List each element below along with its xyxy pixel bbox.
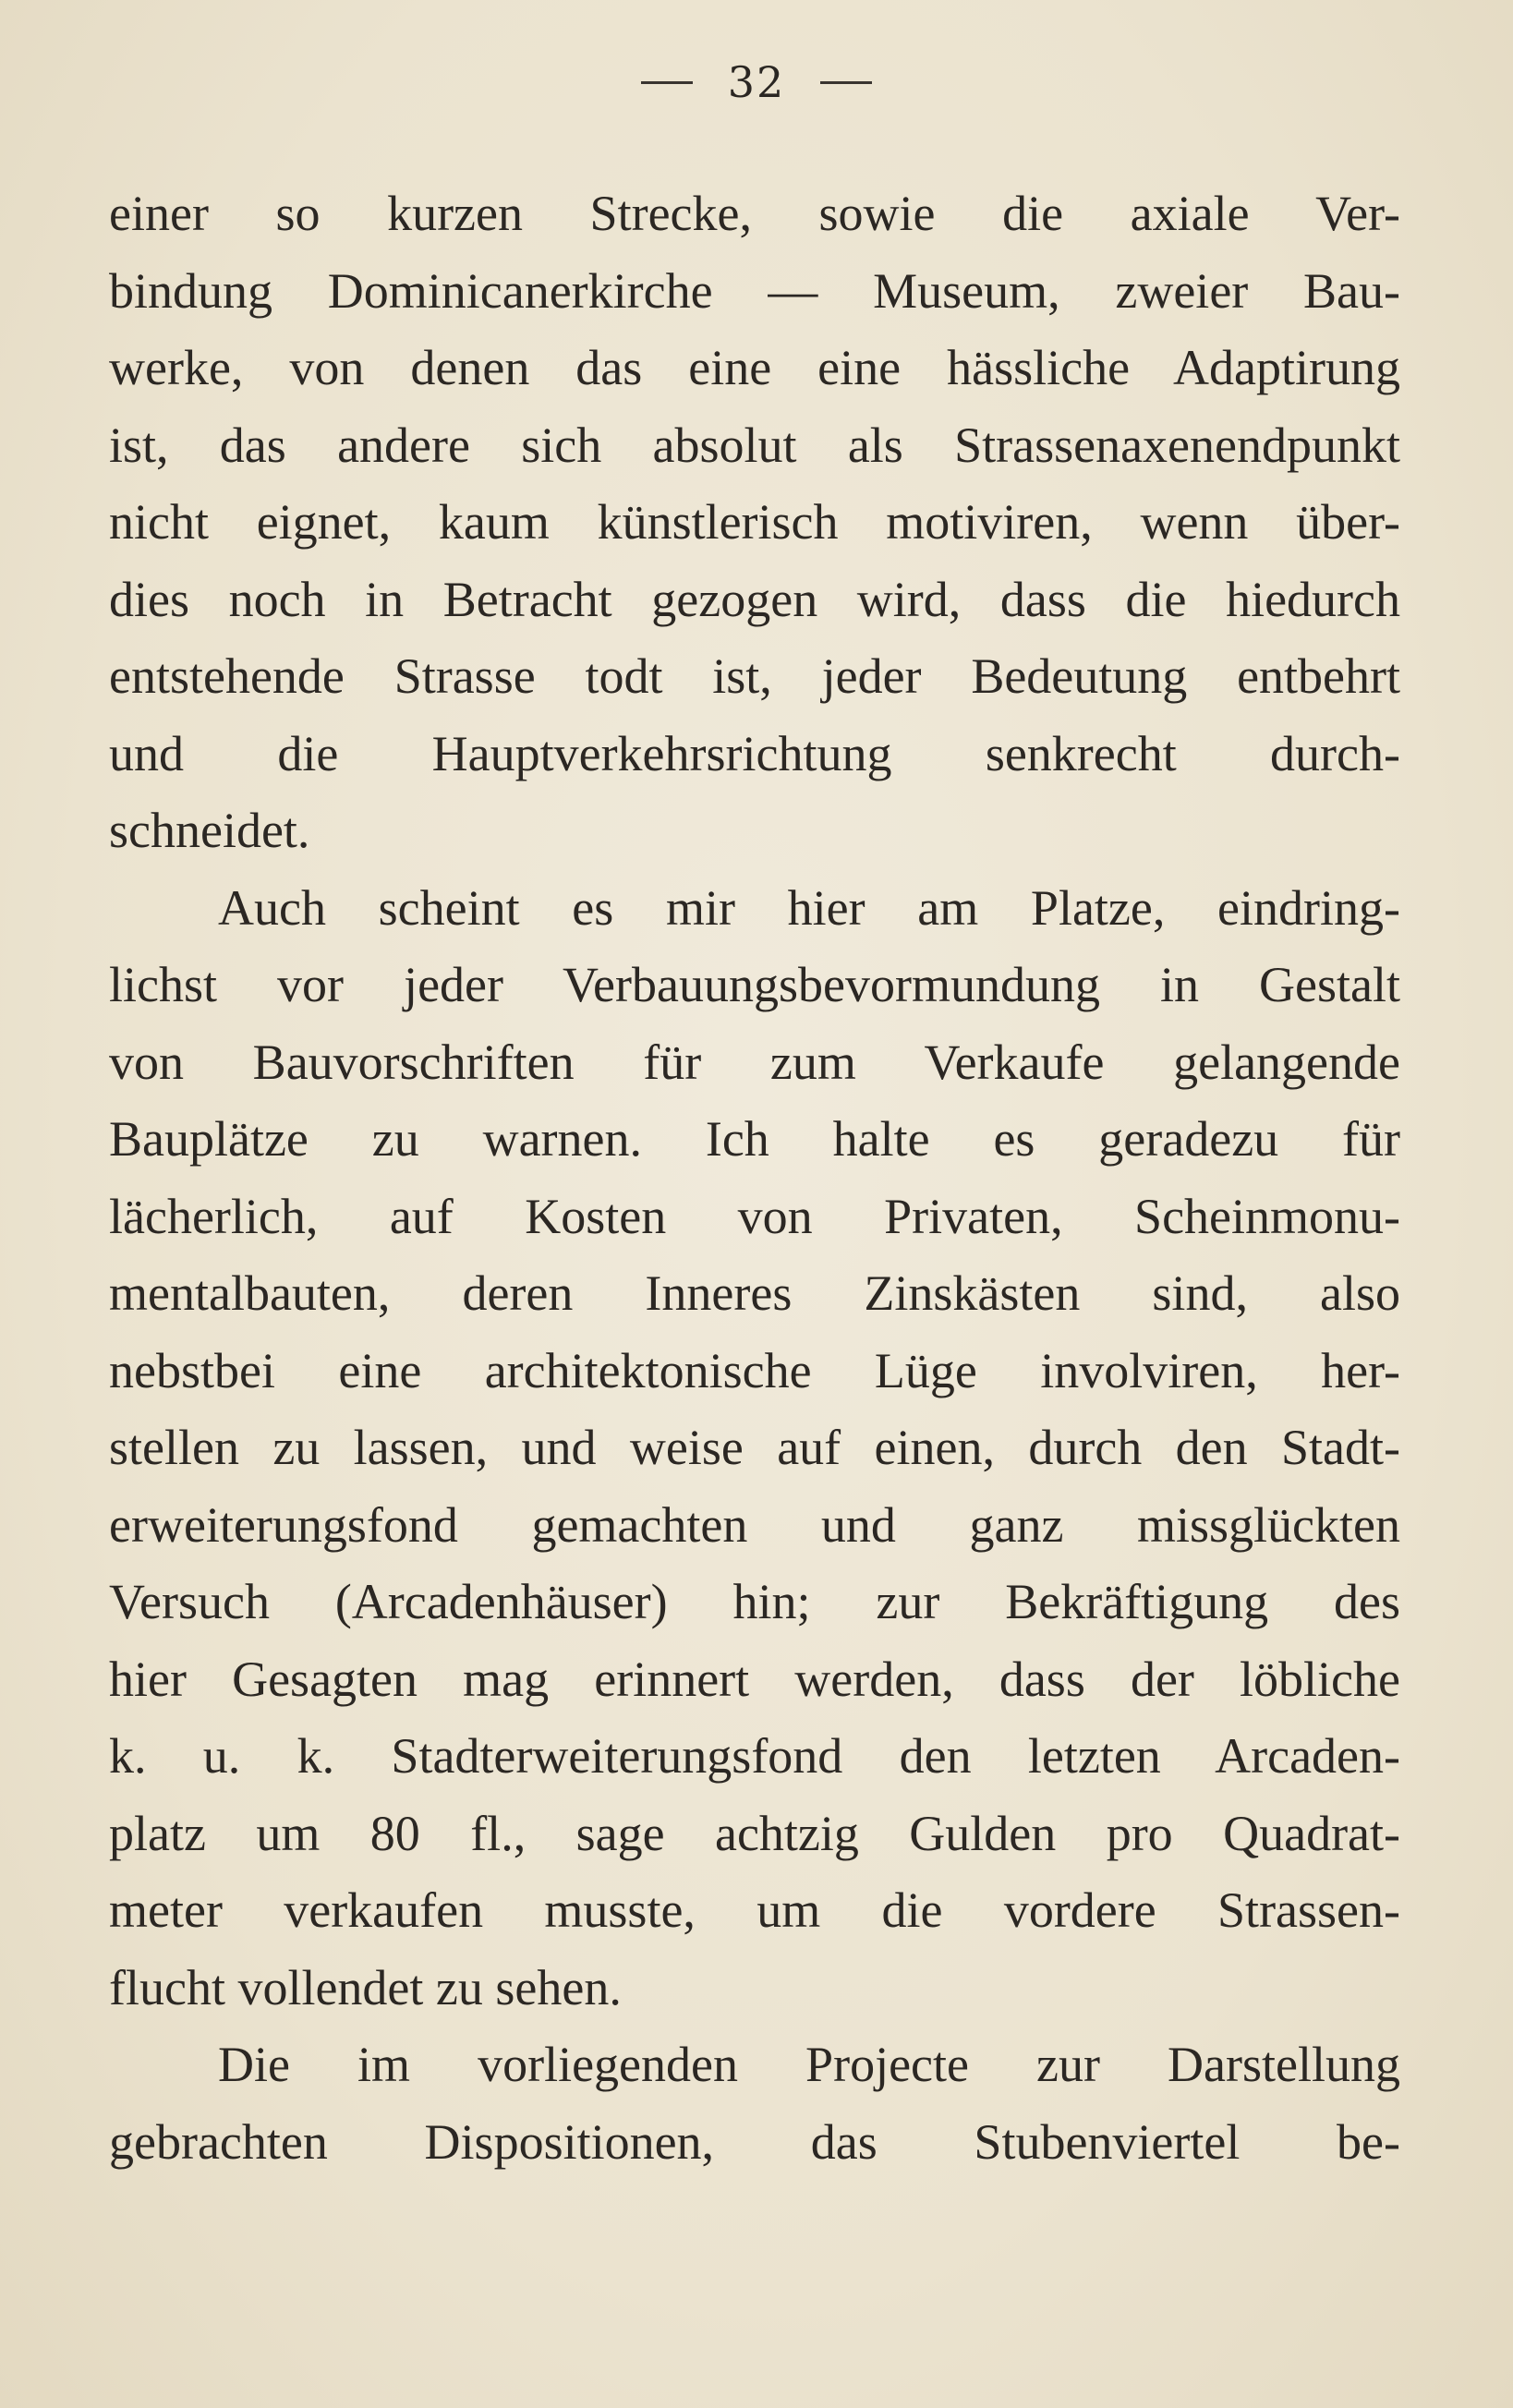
text-line: nicht eignet, kaum künstlerisch motiviren, wenn über- bbox=[109, 494, 1400, 550]
text-line: lichst vor jeder Verbauungsbevormundung in Gestalt bbox=[109, 957, 1400, 1012]
right-dash bbox=[820, 81, 872, 84]
text-line: Auch scheint es mir hier am Platze, eindring- bbox=[218, 879, 1400, 936]
text-line: Die im vorliegenden Projecte zur Darstellung bbox=[218, 2037, 1400, 2092]
text-line: hier Gesagten mag erinnert werden, dass der löbliche bbox=[109, 1651, 1400, 1707]
page-number-header bbox=[0, 57, 1513, 107]
text-line: k. u. k. Stadterweiterungsfond den letzten Arcaden- bbox=[109, 1728, 1400, 1784]
text-line: ist, das andere sich absolut als Strassenaxenendpunkt bbox=[109, 417, 1400, 473]
text-line: nebstbei eine architektonische Lüge involviren, her- bbox=[109, 1342, 1400, 1398]
text-line: stellen zu lassen, und weise auf einen, durch den Stadt- bbox=[109, 1420, 1400, 1475]
text-line: Bauplätze zu warnen. Ich halte es geradezu für bbox=[109, 1111, 1400, 1167]
page-number: 32 bbox=[727, 57, 786, 107]
text-line: lächerlich, auf Kosten von Privaten, Scheinmonu- bbox=[109, 1188, 1400, 1244]
left-dash bbox=[641, 81, 693, 84]
text-line: meter verkaufen musste, um die vordere Strassen- bbox=[109, 1882, 1400, 1938]
text-line: mentalbauten, deren Inneres Zinskästen sind, also bbox=[109, 1265, 1400, 1321]
text-line: einer so kurzen Strecke, sowie die axiale Ver- bbox=[109, 186, 1400, 241]
text-line: von Bauvorschriften für zum Verkaufe gelangende bbox=[109, 1034, 1400, 1090]
text-line: und die Hauptverkehrsrichtung senkrecht durch- bbox=[109, 725, 1400, 781]
text-line: dies noch in Betracht gezogen wird, dass die hiedurch bbox=[109, 571, 1400, 627]
text-line: erweiterungsfond gemachten und ganz missglückten bbox=[109, 1496, 1400, 1553]
text-line: entstehende Strasse todt ist, jeder Bedeutung entbehrt bbox=[109, 648, 1400, 704]
text-line: gebrachten Dispositionen, das Stubenviertel be- bbox=[109, 2113, 1400, 2170]
text-line: flucht vollendet zu sehen. bbox=[109, 1959, 622, 2015]
text-line: bindung Dominicanerkirche — Museum, zweier Bau- bbox=[109, 262, 1400, 319]
text-line: schneidet. bbox=[109, 803, 310, 858]
text-line: platz um 80 fl., sage achtzig Gulden pro Quadrat- bbox=[109, 1805, 1400, 1861]
body-text bbox=[109, 175, 1400, 2181]
text-line: Versuch (Arcadenhäuser) hin; zur Bekräftigung des bbox=[109, 1574, 1400, 1629]
text-line: werke, von denen das eine eine hässliche Adaptirung bbox=[109, 340, 1400, 395]
